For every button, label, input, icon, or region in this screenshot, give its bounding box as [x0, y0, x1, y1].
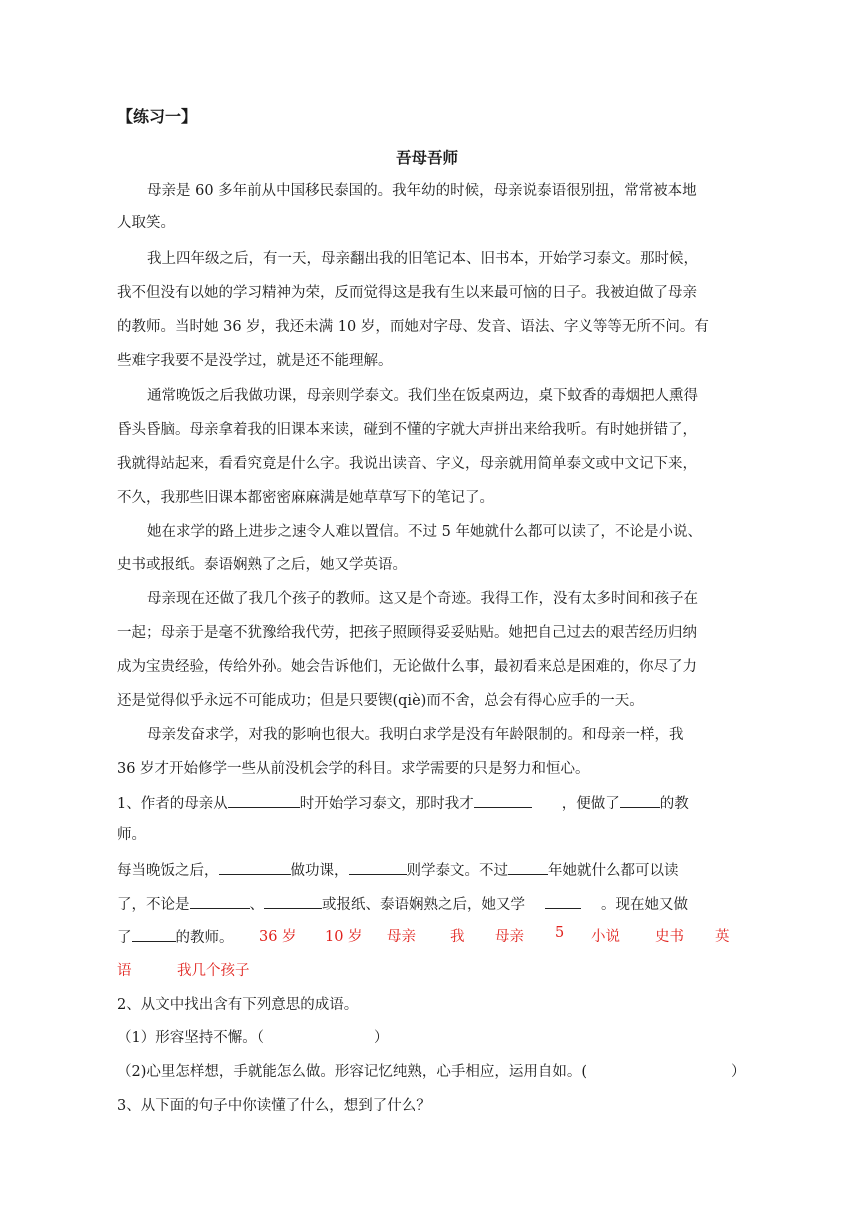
passage-line: 我不但没有以她的学习精神为荣，反而觉得这是我有生以来最可恼的日子。我被迫做了母亲	[117, 285, 697, 301]
question-1-line-5	[117, 925, 234, 947]
question-1-line-1	[117, 791, 689, 813]
passage-line: 昏头昏脑。母亲拿着我的旧课本来读，碰到不懂的字就大声拼出来给我听。有时她拼错了，	[117, 422, 697, 438]
answer-text: 语	[117, 963, 132, 979]
answer-text: 我几个孩子	[177, 963, 250, 979]
section-label: 【练习一】	[117, 107, 198, 126]
passage-line: 36 岁才开始修学一些从前没机会学的科目。求学需要的只是努力和恒心。	[117, 761, 590, 777]
answer-text: 小说	[591, 929, 620, 945]
question-1-text: 时开始学习泰文，那时我才	[299, 796, 474, 812]
answer-blank[interactable]	[508, 858, 548, 875]
question-2-item-2-text: （2)心里怎样想，手就能怎么做。形容记忆纯熟，心手相应，运用自如。(	[117, 1064, 588, 1080]
passage-line: 母亲现在还做了我几个孩子的教师。这又是个奇迹。我得工作，没有太多时间和孩子在	[147, 591, 698, 607]
passage-line: 还是觉得似乎永远不可能成功；但是只要锲(qiè)而不舍，总会有得心应手的一天。	[117, 693, 644, 709]
question-1-text: 或报纸、泰语娴熟之后，她又学	[322, 897, 525, 913]
answer-blank[interactable]	[228, 791, 300, 808]
answer-blank[interactable]	[132, 925, 176, 942]
question-1-text: 。现在她又做	[601, 897, 688, 913]
answer-text: 我	[450, 929, 465, 945]
question-1-text: 、	[249, 897, 264, 913]
passage-line: 些难字我要不是没学过，就是还不能理解。	[117, 353, 393, 369]
answer-blank[interactable]	[219, 858, 291, 875]
question-1-text: 年她就什么都可以读	[548, 863, 679, 879]
question-1-text: 了，不论是	[117, 897, 190, 913]
question-1-line-4	[117, 892, 688, 914]
passage-line: 一起；母亲于是毫不犹豫给我代劳，把孩子照顾得妥妥贴贴。她把自己过去的艰苦经历归纳	[117, 625, 697, 641]
question-1-text: 1、作者的母亲从	[117, 796, 228, 812]
answer-blank[interactable]	[620, 791, 660, 808]
question-2-item-1-text: （1）形容坚持不懈。（	[117, 1030, 264, 1046]
answer-text: 英	[715, 929, 730, 945]
answer-blank[interactable]	[349, 858, 407, 875]
question-1-text: ，便做了	[561, 796, 620, 812]
answer-text: 母亲	[495, 929, 524, 945]
question-3-title: 3、从下面的句子中你读懂了什么，想到了什么？	[117, 1098, 431, 1114]
question-1-text: 则学泰文。不过	[406, 863, 508, 879]
answer-text: 36 岁	[259, 929, 297, 945]
answer-text: 10 岁	[325, 929, 363, 945]
question-2-item-2-close: ）	[731, 1064, 746, 1080]
passage-line: 我就得站起来，看看究竟是什么字。我说出读音、字义，母亲就用简单泰文或中文记下来，	[117, 456, 697, 472]
question-1-line-2: 师。	[117, 827, 146, 843]
answer-blank[interactable]	[264, 892, 322, 909]
answer-text: 5	[555, 925, 565, 941]
question-2-item-1-close: ）	[373, 1030, 389, 1046]
question-1-text: 了	[117, 930, 132, 946]
question-2-item-1	[117, 1026, 388, 1047]
passage-line: 不久，我那些旧课本都密密麻麻满是她草草写下的笔记了。	[117, 490, 494, 506]
answer-blank[interactable]	[545, 892, 581, 909]
passage-line: 的教师。当时她 36 岁，我还未满 10 岁，而她对字母、发音、语法、字义等等无所不问。有	[117, 319, 709, 335]
question-2-item-2	[117, 1060, 746, 1081]
question-2-title: 2、从文中找出含有下列意思的成语。	[117, 997, 359, 1013]
passage-line: 她在求学的路上进步之速令人难以置信。不过 5 年她就什么都可以读了，不论是小说、	[147, 524, 702, 540]
question-1-text: 做功课，	[290, 863, 349, 879]
passage-line: 母亲发奋求学，对我的影响也很大。我明白求学是没有年龄限制的。和母亲一样，我	[147, 727, 684, 743]
answer-text: 史书	[655, 929, 684, 945]
passage-line: 通常晚饭之后我做功课，母亲则学泰文。我们坐在饭桌两边，桌下蚊香的毒烟把人熏得	[147, 388, 698, 404]
question-1-text: 每当晚饭之后，	[117, 863, 219, 879]
article-title: 吾母吾师	[396, 149, 459, 167]
question-1-text: 的教	[659, 796, 689, 812]
passage-line: 我上四年级之后，有一天，母亲翻出我的旧笔记本、旧书本，开始学习泰文。那时候，	[147, 251, 698, 267]
passage-line: 成为宝贵经验，传给外孙。她会告诉他们，无论做什么事，最初看来总是困难的，你尽了力	[117, 659, 697, 675]
answer-blank[interactable]	[190, 892, 250, 909]
answer-blank[interactable]	[474, 791, 532, 808]
passage-line: 史书或报纸。泰语娴熟了之后，她又学英语。	[117, 557, 407, 573]
passage-line: 母亲是 60 多年前从中国移民泰国的。我年幼的时候，母亲说泰语很别扭，常常被本地	[147, 183, 697, 199]
answer-text: 母亲	[387, 929, 416, 945]
passage-line: 人取笑。	[117, 215, 175, 231]
question-1-text: 的教师。	[175, 930, 234, 946]
question-1-line-3	[117, 858, 679, 880]
